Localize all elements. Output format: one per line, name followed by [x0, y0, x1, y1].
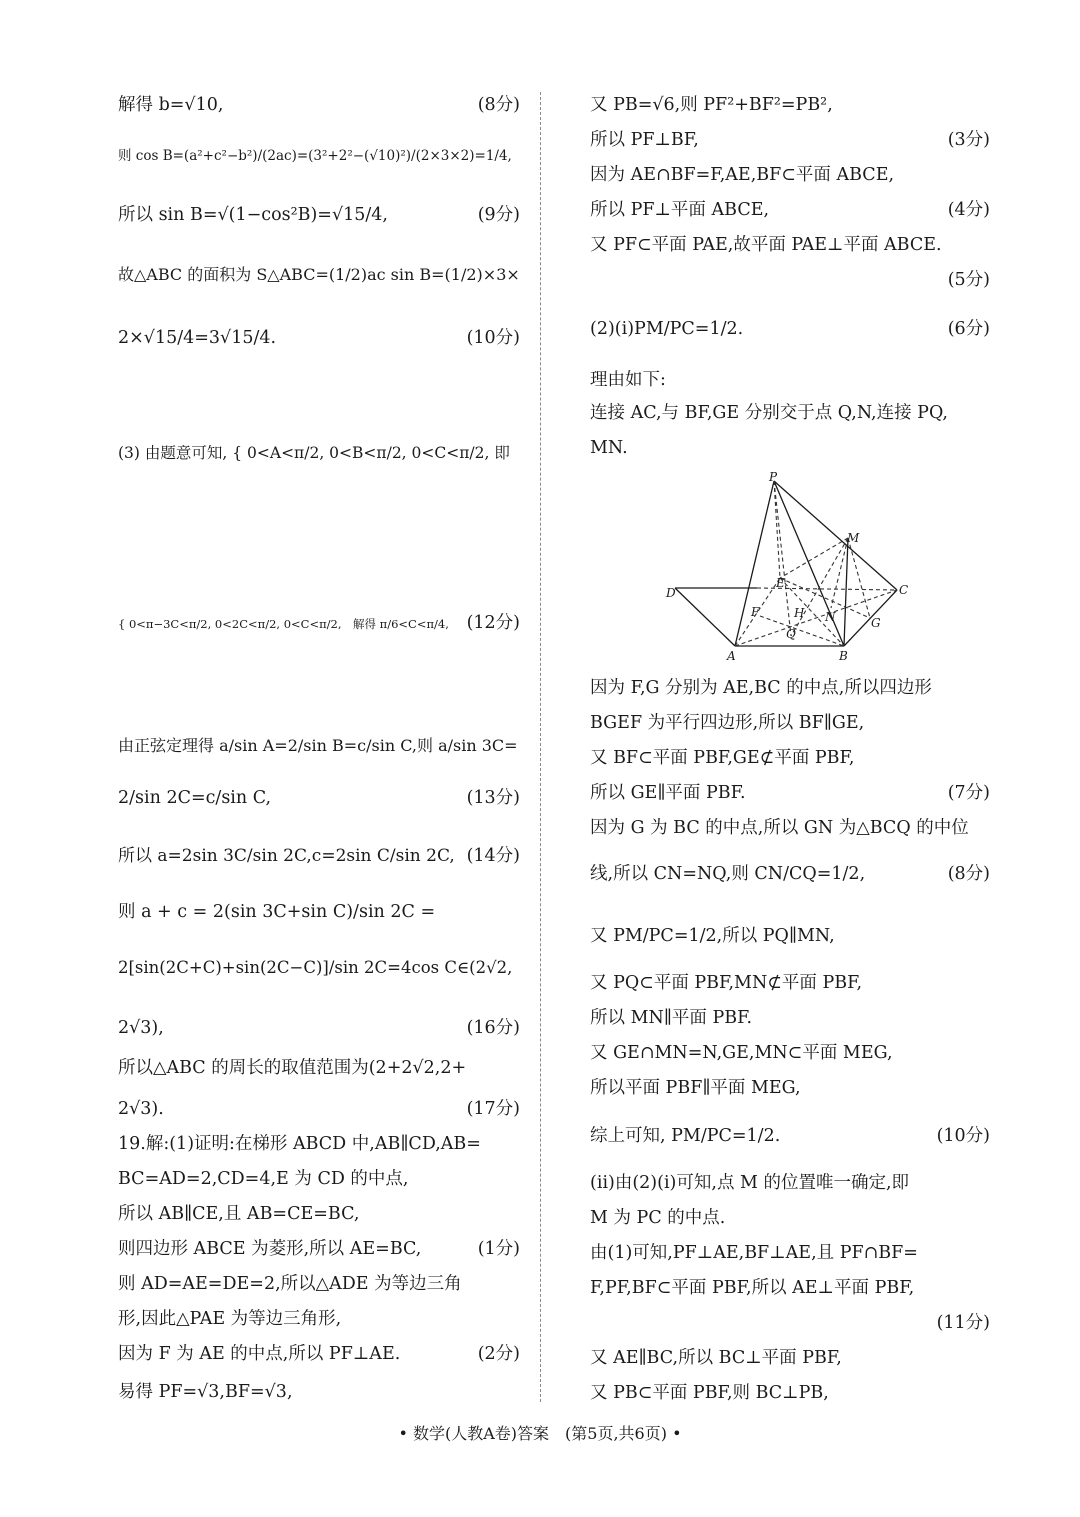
line-text: 2/sin 2C=c/sin C,: [118, 788, 272, 808]
line-text: { 0<π−3C<π/2, 0<2C<π/2, 0<C<π/2, 解得 π/6<C<π/4,: [118, 617, 449, 631]
line-text: 19.解:(1)证明:在梯形 ABCD 中,AB∥CD,AB=: [118, 1134, 481, 1154]
left-line: [118, 267, 520, 285]
line-text: (3) 由题意可知, { 0<A<π/2, 0<B<π/2, 0<C<π/2, 即: [118, 444, 510, 462]
line-text: 易得 PF=√3,BF=√3,: [118, 1382, 293, 1402]
line-text: 故△ABC 的面积为 S△ABC=(1/2)ac sin B=(1/2)×3×: [118, 265, 520, 284]
score-mark: (10分): [936, 1126, 990, 1146]
left-line: [118, 1171, 520, 1189]
left-line: [118, 1020, 520, 1038]
right-line: [590, 1245, 990, 1263]
right-line: [590, 680, 990, 698]
left-line: [118, 97, 520, 115]
line-text: 又 PB⊂平面 PBF,则 BC⊥PB,: [590, 1383, 829, 1403]
left-line: [118, 848, 520, 866]
label-g: G: [871, 616, 881, 630]
label-m: M: [847, 531, 860, 545]
line-text: 所以 AB∥CE,且 AB=CE=BC,: [118, 1204, 360, 1224]
right-line: [590, 975, 990, 993]
score-mark: (10分): [466, 328, 520, 348]
right-line: [590, 750, 990, 768]
right-line: [590, 1045, 990, 1063]
left-line: [118, 1060, 520, 1078]
left-line: [118, 790, 520, 808]
line-text: 因为 F 为 AE 的中点,所以 PF⊥AE.: [118, 1344, 401, 1364]
label-d: D: [666, 586, 676, 600]
label-a: A: [727, 649, 736, 663]
line-text: 因为 G 为 BC 的中点,所以 GN 为△BCQ 的中位: [590, 818, 969, 838]
right-line: [590, 1128, 990, 1146]
score-mark: (2分): [477, 1344, 520, 1364]
page-footer: • 数学(人教A卷)答案 (第5页,共6页) •: [398, 1424, 682, 1443]
left-line: [118, 1311, 520, 1329]
line-text: 因为 AE∩BF=F,AE,BF⊂平面 ABCE,: [590, 165, 895, 185]
right-line: [590, 928, 990, 946]
label-b: B: [839, 649, 848, 663]
line-text: 则 cos B=(a²+c²−b²)/(2ac)=(3²+2²−(√10)²)/(2×3×2)=1/4,: [118, 148, 512, 164]
left-line: [118, 1136, 520, 1154]
line-text: 连接 AC,与 BF,GE 分别交于点 Q,N,连接 PQ,: [590, 403, 948, 423]
right-line: [590, 202, 990, 220]
line-text: BC=AD=2,CD=4,E 为 CD 的中点,: [118, 1169, 409, 1189]
left-line: [118, 960, 520, 978]
line-text: 解得 b=√10,: [118, 95, 224, 115]
left-line: [118, 1384, 520, 1402]
line-text: 所以平面 PBF∥平面 MEG,: [590, 1078, 801, 1098]
right-line: [590, 1385, 990, 1403]
line-text: 2×√15/4=3√15/4.: [118, 328, 277, 348]
line-text: 又 PF⊂平面 PAE,故平面 PAE⊥平面 ABCE.: [590, 235, 942, 255]
line-text: 因为 F,G 分别为 AE,BC 的中点,所以四边形: [590, 678, 932, 698]
line-text: F,PF,BF⊂平面 PBF,所以 AE⊥平面 PBF,: [590, 1278, 915, 1298]
right-line: [590, 440, 990, 458]
line-text: 由正弦定理得 a/sin A=2/sin B=c/sin C,则 a/sin 3C=: [118, 736, 518, 755]
line-text: 综上可知, PM/PC=1/2.: [590, 1126, 781, 1146]
line-text: 又 AE∥BC,所以 BC⊥平面 PBF,: [590, 1348, 842, 1368]
label-h: H: [794, 606, 805, 620]
line-text: (2)(ⅰ)PM/PC=1/2.: [590, 319, 744, 339]
right-line: [590, 715, 990, 733]
left-line: [118, 207, 520, 225]
line-text: BGEF 为平行四边形,所以 BF∥GE,: [590, 713, 865, 733]
right-line: [590, 405, 990, 423]
score-mark: (1分): [477, 1239, 520, 1259]
score-mark: (16分): [466, 1018, 520, 1038]
score-mark: (13分): [466, 788, 520, 808]
line-text: 所以 PF⊥平面 ABCE,: [590, 200, 770, 220]
line-text: 所以 a=2sin 3C/sin 2C,c=2sin C/sin 2C,: [118, 846, 455, 866]
right-line: [590, 1175, 990, 1193]
right-line: [590, 237, 990, 255]
score-mark: (7分): [947, 783, 990, 803]
line-text: 又 PB=√6,则 PF²+BF²=PB²,: [590, 95, 833, 115]
line-text: 又 PM/PC=1/2,所以 PQ∥MN,: [590, 926, 835, 946]
left-line: [118, 1346, 520, 1364]
score-mark: (17分): [466, 1099, 520, 1119]
line-text: 则四边形 ABCE 为菱形,所以 AE=BC,: [118, 1239, 422, 1259]
right-line: [590, 1080, 990, 1098]
right-line: [590, 785, 990, 803]
left-line: [118, 1241, 520, 1259]
line-text: 线,所以 CN=NQ,则 CN/CQ=1/2,: [590, 864, 866, 884]
line-text: 又 PQ⊂平面 PBF,MN⊄平面 PBF,: [590, 973, 863, 993]
score-mark: (5分): [947, 270, 990, 290]
line-text: 又 GE∩MN=N,GE,MN⊂平面 MEG,: [590, 1043, 893, 1063]
line-text: 所以 PF⊥BF,: [590, 130, 699, 150]
line-text: 则 AD=AE=DE=2,所以△ADE 为等边三角: [118, 1274, 462, 1294]
line-text: M 为 PC 的中点.: [590, 1208, 726, 1228]
left-line: [118, 1101, 520, 1119]
score-mark: (9分): [477, 205, 520, 225]
left-line: [118, 1276, 520, 1294]
figure-solid-edges: [675, 481, 897, 646]
score-mark: (4分): [947, 200, 990, 220]
pyramid-figure: [665, 470, 915, 666]
line-text: MN.: [590, 438, 628, 458]
line-text: 则 a + c = 2(sin 3C+sin C)/sin 2C =: [118, 902, 436, 922]
right-line: [590, 1210, 990, 1228]
line-text: 2√3),: [118, 1018, 164, 1038]
line-text: 2[sin(2C+C)+sin(2C−C)]/sin 2C=4cos C∈(2√2,: [118, 958, 513, 977]
left-line: [118, 147, 520, 165]
left-line: [118, 1206, 520, 1224]
line-text: 所以△ABC 的周长的取值范围为(2+2√2,2+: [118, 1058, 467, 1078]
line-text: 所以 GE∥平面 PBF.: [590, 783, 746, 803]
score-mark: (8分): [947, 864, 990, 884]
left-line: [118, 615, 520, 633]
score-mark: (3分): [947, 130, 990, 150]
left-line: [118, 738, 520, 756]
score-mark: (14分): [466, 846, 520, 866]
line-text: 由(1)可知,PF⊥AE,BF⊥AE,且 PF∩BF=: [590, 1243, 918, 1263]
column-divider: [540, 92, 541, 1402]
left-line: [118, 445, 520, 463]
label-n: N: [825, 610, 836, 624]
right-line: [590, 97, 990, 115]
line-text: 所以 sin B=√(1−cos²B)=√15/4,: [118, 205, 388, 225]
right-line: [590, 1010, 990, 1028]
right-line: [590, 372, 990, 390]
score-mark: (12分): [466, 613, 520, 633]
right-line: [590, 132, 990, 150]
right-line: [590, 167, 990, 185]
right-line: [590, 1280, 990, 1298]
line-text: 所以 MN∥平面 PBF.: [590, 1008, 753, 1028]
line-text: 2√3).: [118, 1099, 164, 1119]
right-line: [590, 820, 990, 838]
line-text: 理由如下:: [590, 370, 666, 390]
left-line: [118, 330, 520, 348]
right-line: [590, 866, 990, 884]
label-p: P: [769, 470, 778, 484]
score-mark: (6分): [947, 319, 990, 339]
score-mark: (8分): [477, 95, 520, 115]
label-c: C: [899, 583, 909, 597]
left-line: [118, 904, 520, 922]
line-text: (ⅱ)由(2)(ⅰ)可知,点 M 的位置唯一确定,即: [590, 1173, 910, 1193]
score-mark: (11分): [936, 1313, 990, 1333]
right-line: [590, 1350, 990, 1368]
line-text: 形,因此△PAE 为等边三角形,: [118, 1309, 342, 1329]
line-text: 又 BF⊂平面 PBF,GE⊄平面 PBF,: [590, 748, 855, 768]
label-f: F: [751, 605, 760, 619]
right-line: [590, 321, 990, 339]
label-q: Q: [786, 627, 796, 641]
label-e: E: [776, 576, 785, 590]
